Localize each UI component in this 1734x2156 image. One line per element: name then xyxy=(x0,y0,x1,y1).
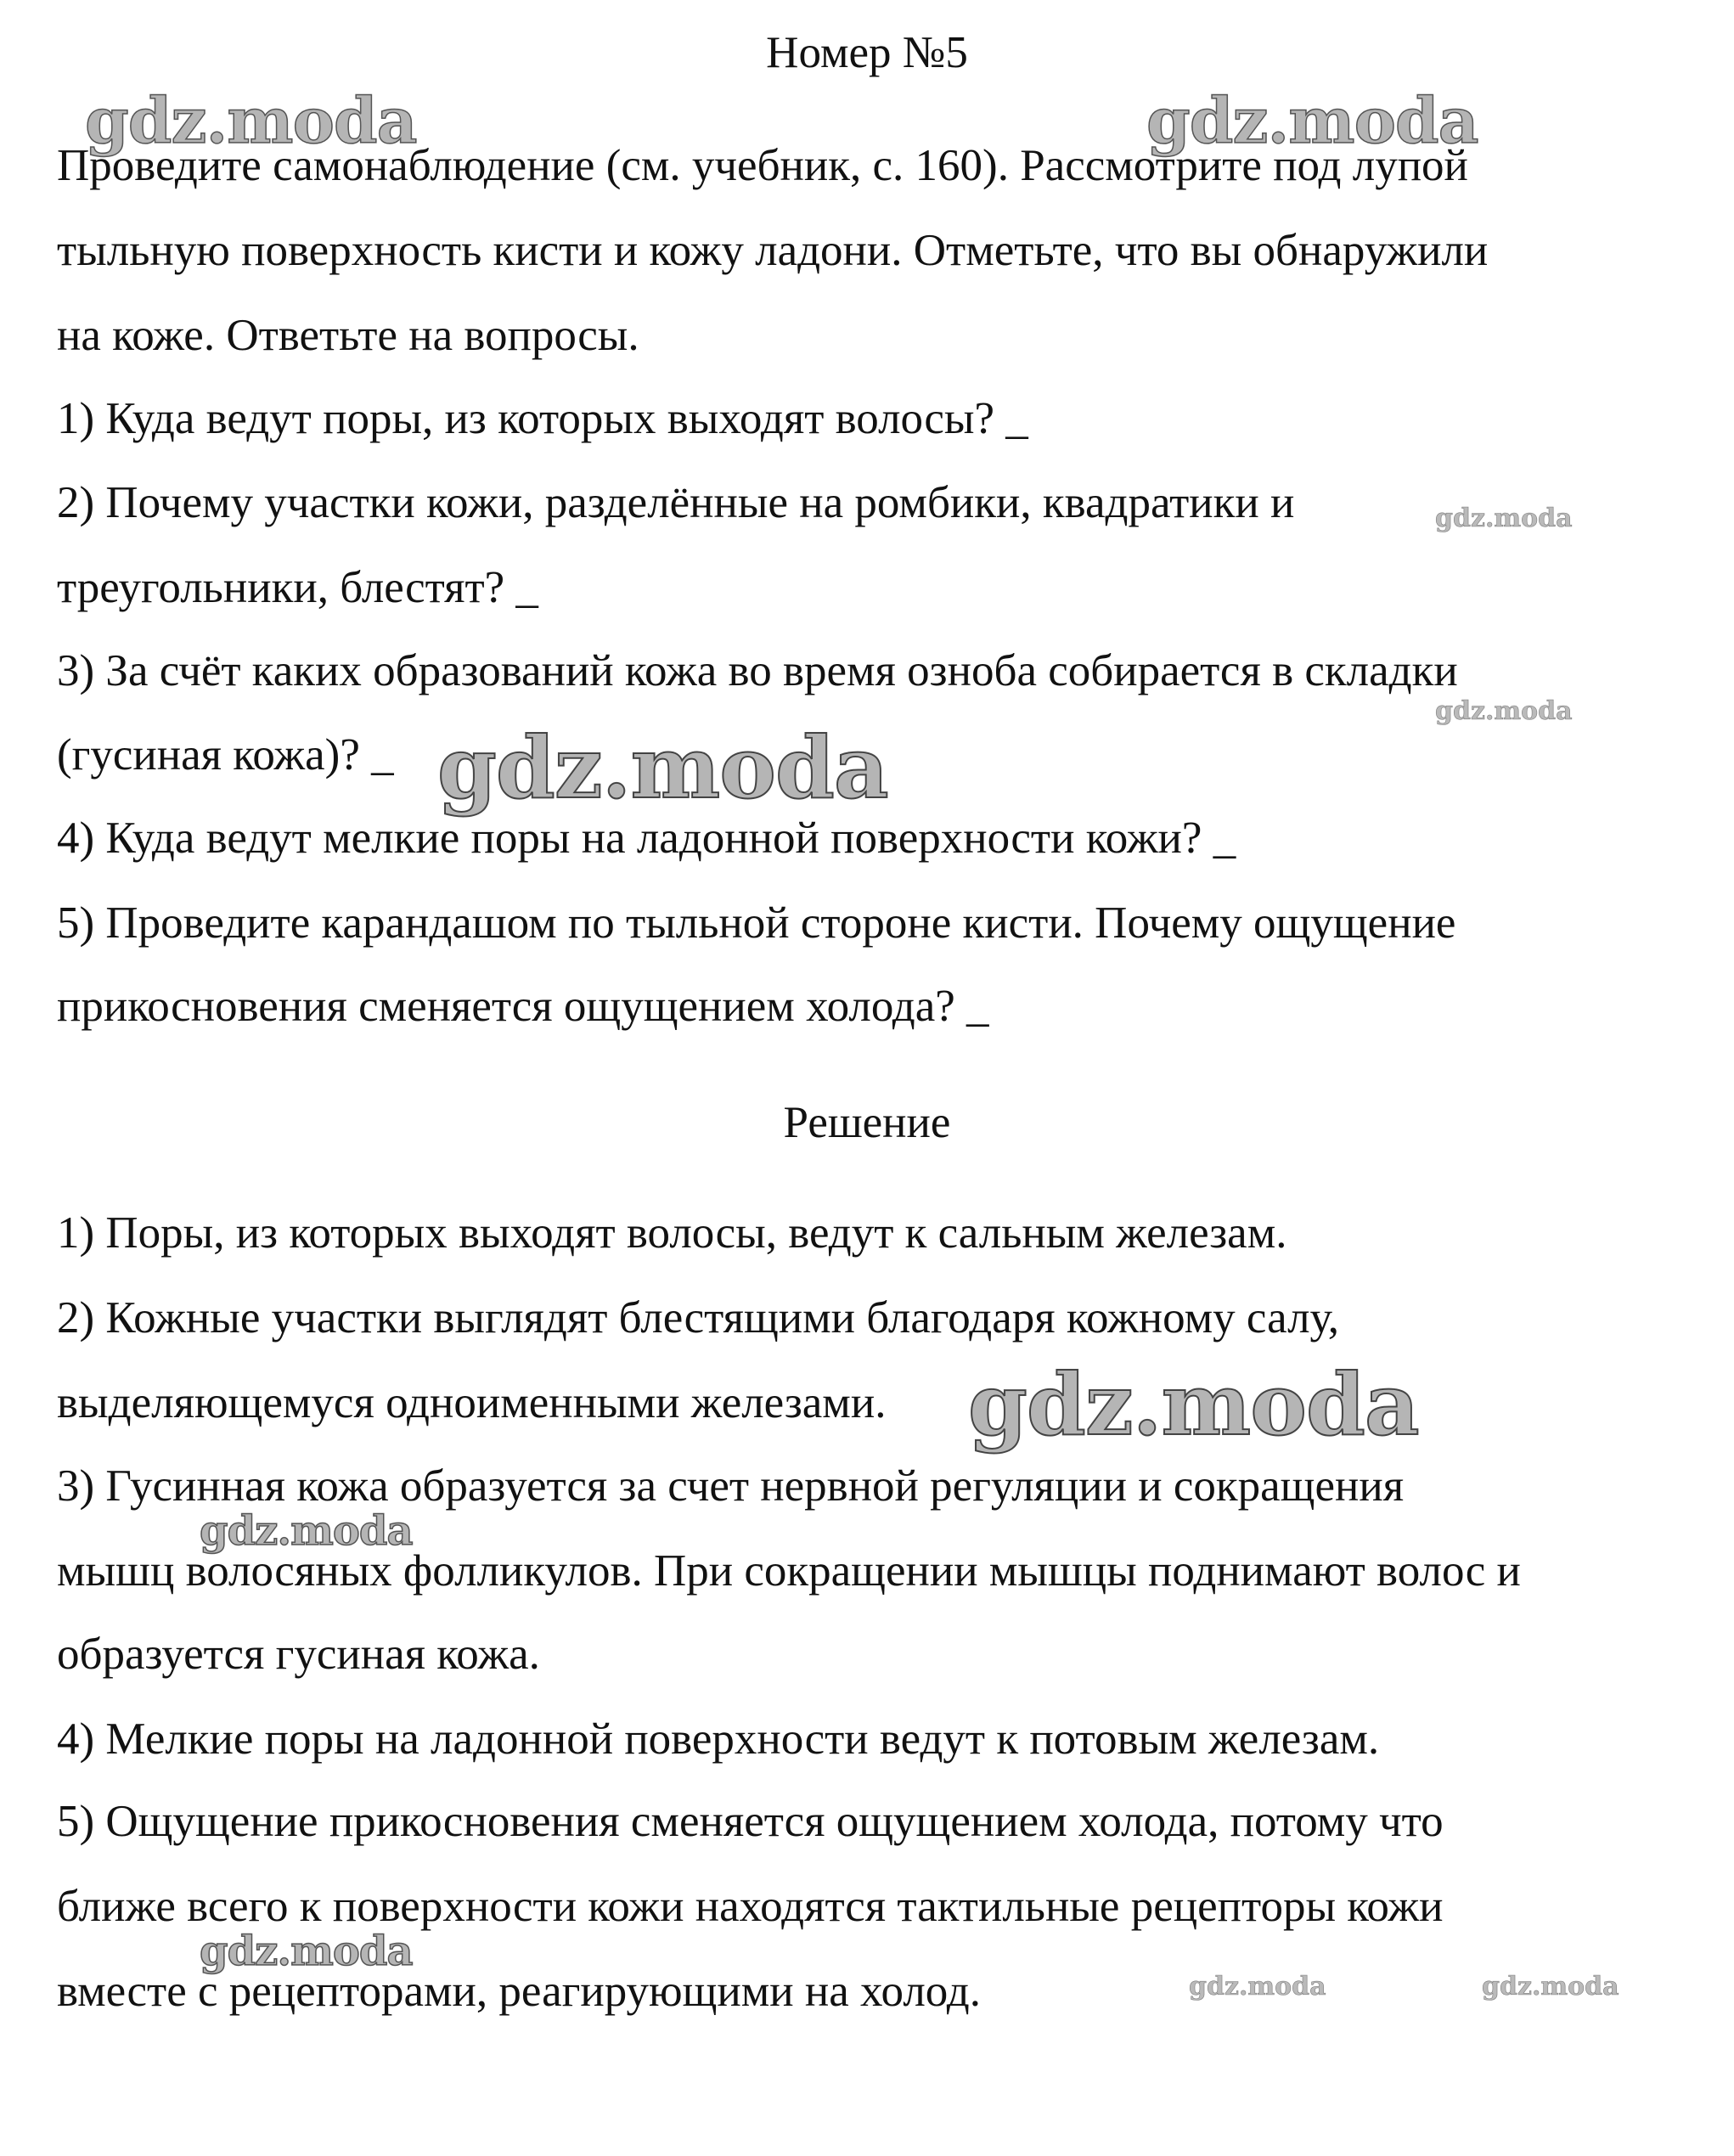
answer-3-cont: образуется гусиная кожа. xyxy=(57,1630,540,1679)
watermark: gdz.moda xyxy=(1435,696,1573,726)
task-line: на коже. Ответьте на вопросы. xyxy=(57,311,639,360)
watermark: gdz.moda xyxy=(1435,504,1573,533)
task-line: Проведите самонаблюдение (см. учебник, с. 160). Рассмотрите под лупой xyxy=(57,141,1468,190)
question-3: 3) За счёт каких образований кожа во время озноба собирается в складки xyxy=(57,646,1458,695)
answer-5-cont: вместе с рецепторами, реагирующими на холод. xyxy=(57,1967,981,2016)
question-4: 4) Куда ведут мелкие поры на ладонной поверхности кожи? _ xyxy=(57,813,1236,863)
question-5: 5) Проведите карандашом по тыльной стороне кисти. Почему ощущение xyxy=(57,898,1456,948)
question-5-cont: прикосновения сменяется ощущением холода? _ xyxy=(57,982,989,1031)
watermark: gdz.moda xyxy=(1482,1972,1619,2001)
question-2-cont: треугольники, блестят? _ xyxy=(57,563,538,612)
answer-2: 2) Кожные участки выглядят блестящими благодаря кожному салу, xyxy=(57,1293,1339,1343)
task-line: тыльную поверхность кисти и кожу ладони. Отметьте, что вы обнаружили xyxy=(57,226,1489,275)
watermark: gdz.moda xyxy=(968,1354,1419,1455)
watermark: gdz.moda xyxy=(200,1928,413,1975)
answer-3: 3) Гусинная кожа образуется за счет нервной регуляции и сокращения xyxy=(57,1461,1405,1511)
answer-3-cont: мышц волосяных фолликулов. При сокращении мышцы поднимают волос и xyxy=(57,1546,1521,1596)
answer-4: 4) Мелкие поры на ладонной поверхности ведут к потовым железам. xyxy=(57,1714,1380,1764)
question-1: 1) Куда ведут поры, из которых выходят волосы? _ xyxy=(57,394,1028,443)
watermark: gdz.moda xyxy=(1146,85,1478,158)
solution-heading: Решение xyxy=(783,1098,951,1147)
watermark: gdz.moda xyxy=(1189,1972,1326,2001)
watermark: gdz.moda xyxy=(437,718,888,818)
answer-5-cont: ближе всего к поверхности кожи находятся тактильные рецепторы кожи xyxy=(57,1882,1444,1931)
question-2: 2) Почему участки кожи, разделённые на ромбики, квадратики и xyxy=(57,478,1295,527)
question-3-cont: (гусиная кожа)? _ xyxy=(57,730,394,780)
watermark: gdz.moda xyxy=(200,1507,413,1555)
watermark: gdz.moda xyxy=(85,85,417,158)
answer-1: 1) Поры, из которых выходят волосы, ведут к сальным железам. xyxy=(57,1208,1287,1258)
answer-2-cont: выделяющемуся одноименными железами. xyxy=(57,1378,887,1427)
answer-5: 5) Ощущение прикосновения сменяется ощущением холода, потому что xyxy=(57,1797,1444,1846)
page-title: Номер №5 xyxy=(766,28,968,77)
